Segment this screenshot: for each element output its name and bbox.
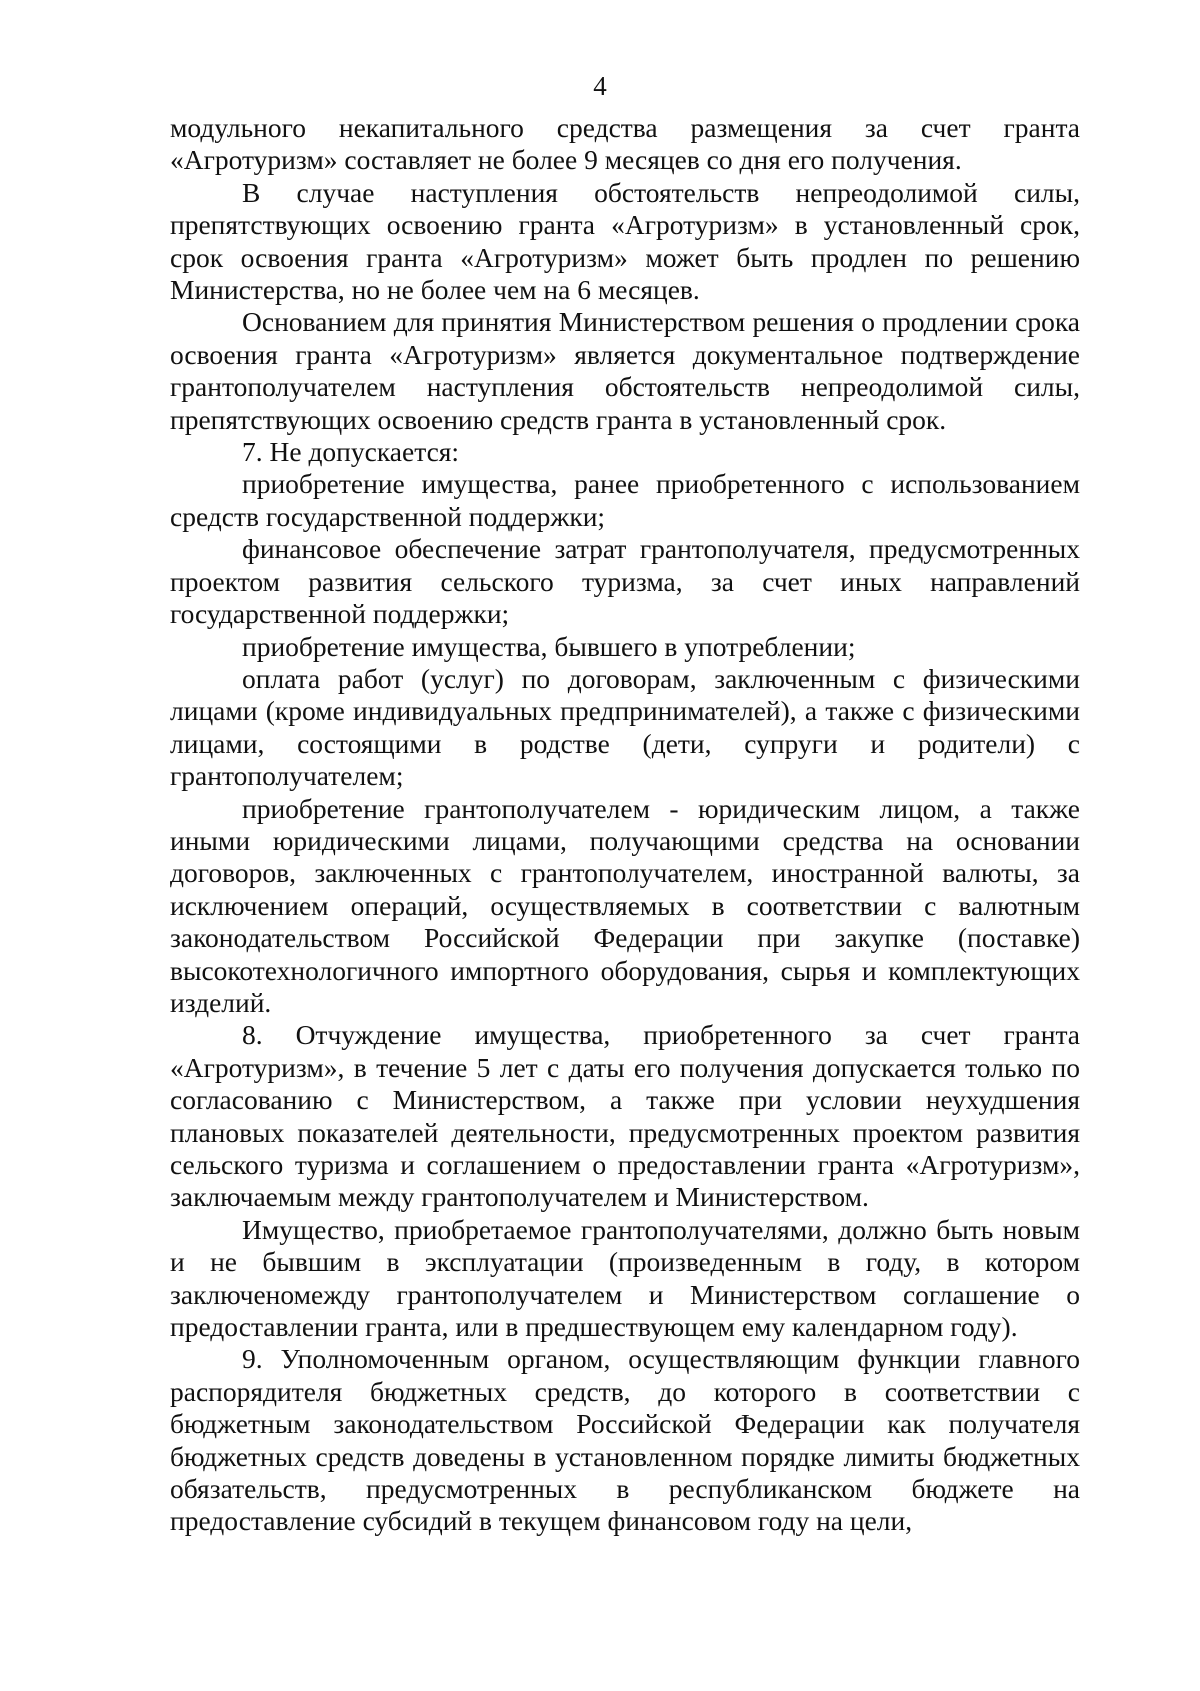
paragraph-item-7-point-4: оплата работ (услуг) по договорам, заключенным с физическими лицами (кроме индивидуальных предпринимателей), а также с физическими лицами, состоящими в родстве (дети, супруги и родители) с грантополучателем; (170, 662, 1080, 792)
paragraph-force-majeure: В случае наступления обстоятельств непреодолимой силы, препятствующих освоению гранта «Агротуризм» в установленный срок, срок освоения гранта «Агротуризм» может быть продлен по решению Министерства, но не более чем на 6 месяцев. (170, 176, 1080, 306)
paragraph-item-7-heading: 7. Не допускается: (242, 436, 460, 468)
paragraph-item-7-point-2: финансовое обеспечение затрат грантополучателя, предусмотренных проектом развития сельского туризма, за счет иных направлений государственной поддержки; (170, 533, 1080, 630)
paragraph-item-8: 8. Отчуждение имущества, приобретенного за счет гранта «Агротуризм», в течение 5 лет с даты его получения допускается только по согласованию с Министерством, а также при условии неухудшения плановых показателей деятельности, предусмотренных проектом развития сельского туризма и соглашением о предоставлении гранта «Агротуризм», заключаемым между грантополучателем и Министерством. (170, 1019, 1080, 1213)
paragraph-item-9: 9. Уполномоченным органом, осуществляющим функции главного распорядителя бюджетных средств, до которого в соответствии с бюджетным законодательством Российской Федерации как получателя бюджетных средств доведены в установленном порядке лимиты бюджетных обязательств, предусмотренных в республиканском бюджете на предоставление субсидий в текущем финансовом году на цели, (170, 1343, 1080, 1537)
page-number: 4 (593, 71, 607, 101)
document-body (170, 112, 1080, 1538)
paragraph-item-7-point-5: приобретение грантополучателем - юридическим лицом, а также иными юридическими лицами, получающими средства на основании договоров, заключенных с грантополучателем, иностранной валюты, за исключением операций, осуществляемых в соответствии с валютным законодательством Российской Федерации при закупке (поставке) высокотехнологичного импортного оборудования, сырья и комплектующих изделий. (170, 792, 1080, 1018)
paragraph-item-7-point-1: приобретение имущества, ранее приобретенного с использованием средств государственной поддержки; (170, 468, 1080, 532)
paragraph-property-requirements: Имущество, приобретаемое грантополучателями, должно быть новым и не бывшим в эксплуатации (произведенным в году, в котором заключеномежду грантополучателем и Министерством соглашение о предоставлении гранта, или в предшествующем ему календарном году). (170, 1213, 1080, 1343)
paragraph-extension-basis: Основанием для принятия Министерством решения о продлении срока освоения гранта «Агротуризм» является документальное подтверждение грантополучателем наступления обстоятельств непреодолимой силы, препятствующих освоению средств гранта в установленный срок. (170, 306, 1080, 435)
paragraph-continuation: модульного некапитального средства размещения за счет гранта «Агротуризм» составляет не более 9 месяцев со дня его получения. (170, 112, 1080, 176)
paragraph-item-7-point-3: приобретение имущества, бывшего в употреблении; (242, 630, 856, 662)
